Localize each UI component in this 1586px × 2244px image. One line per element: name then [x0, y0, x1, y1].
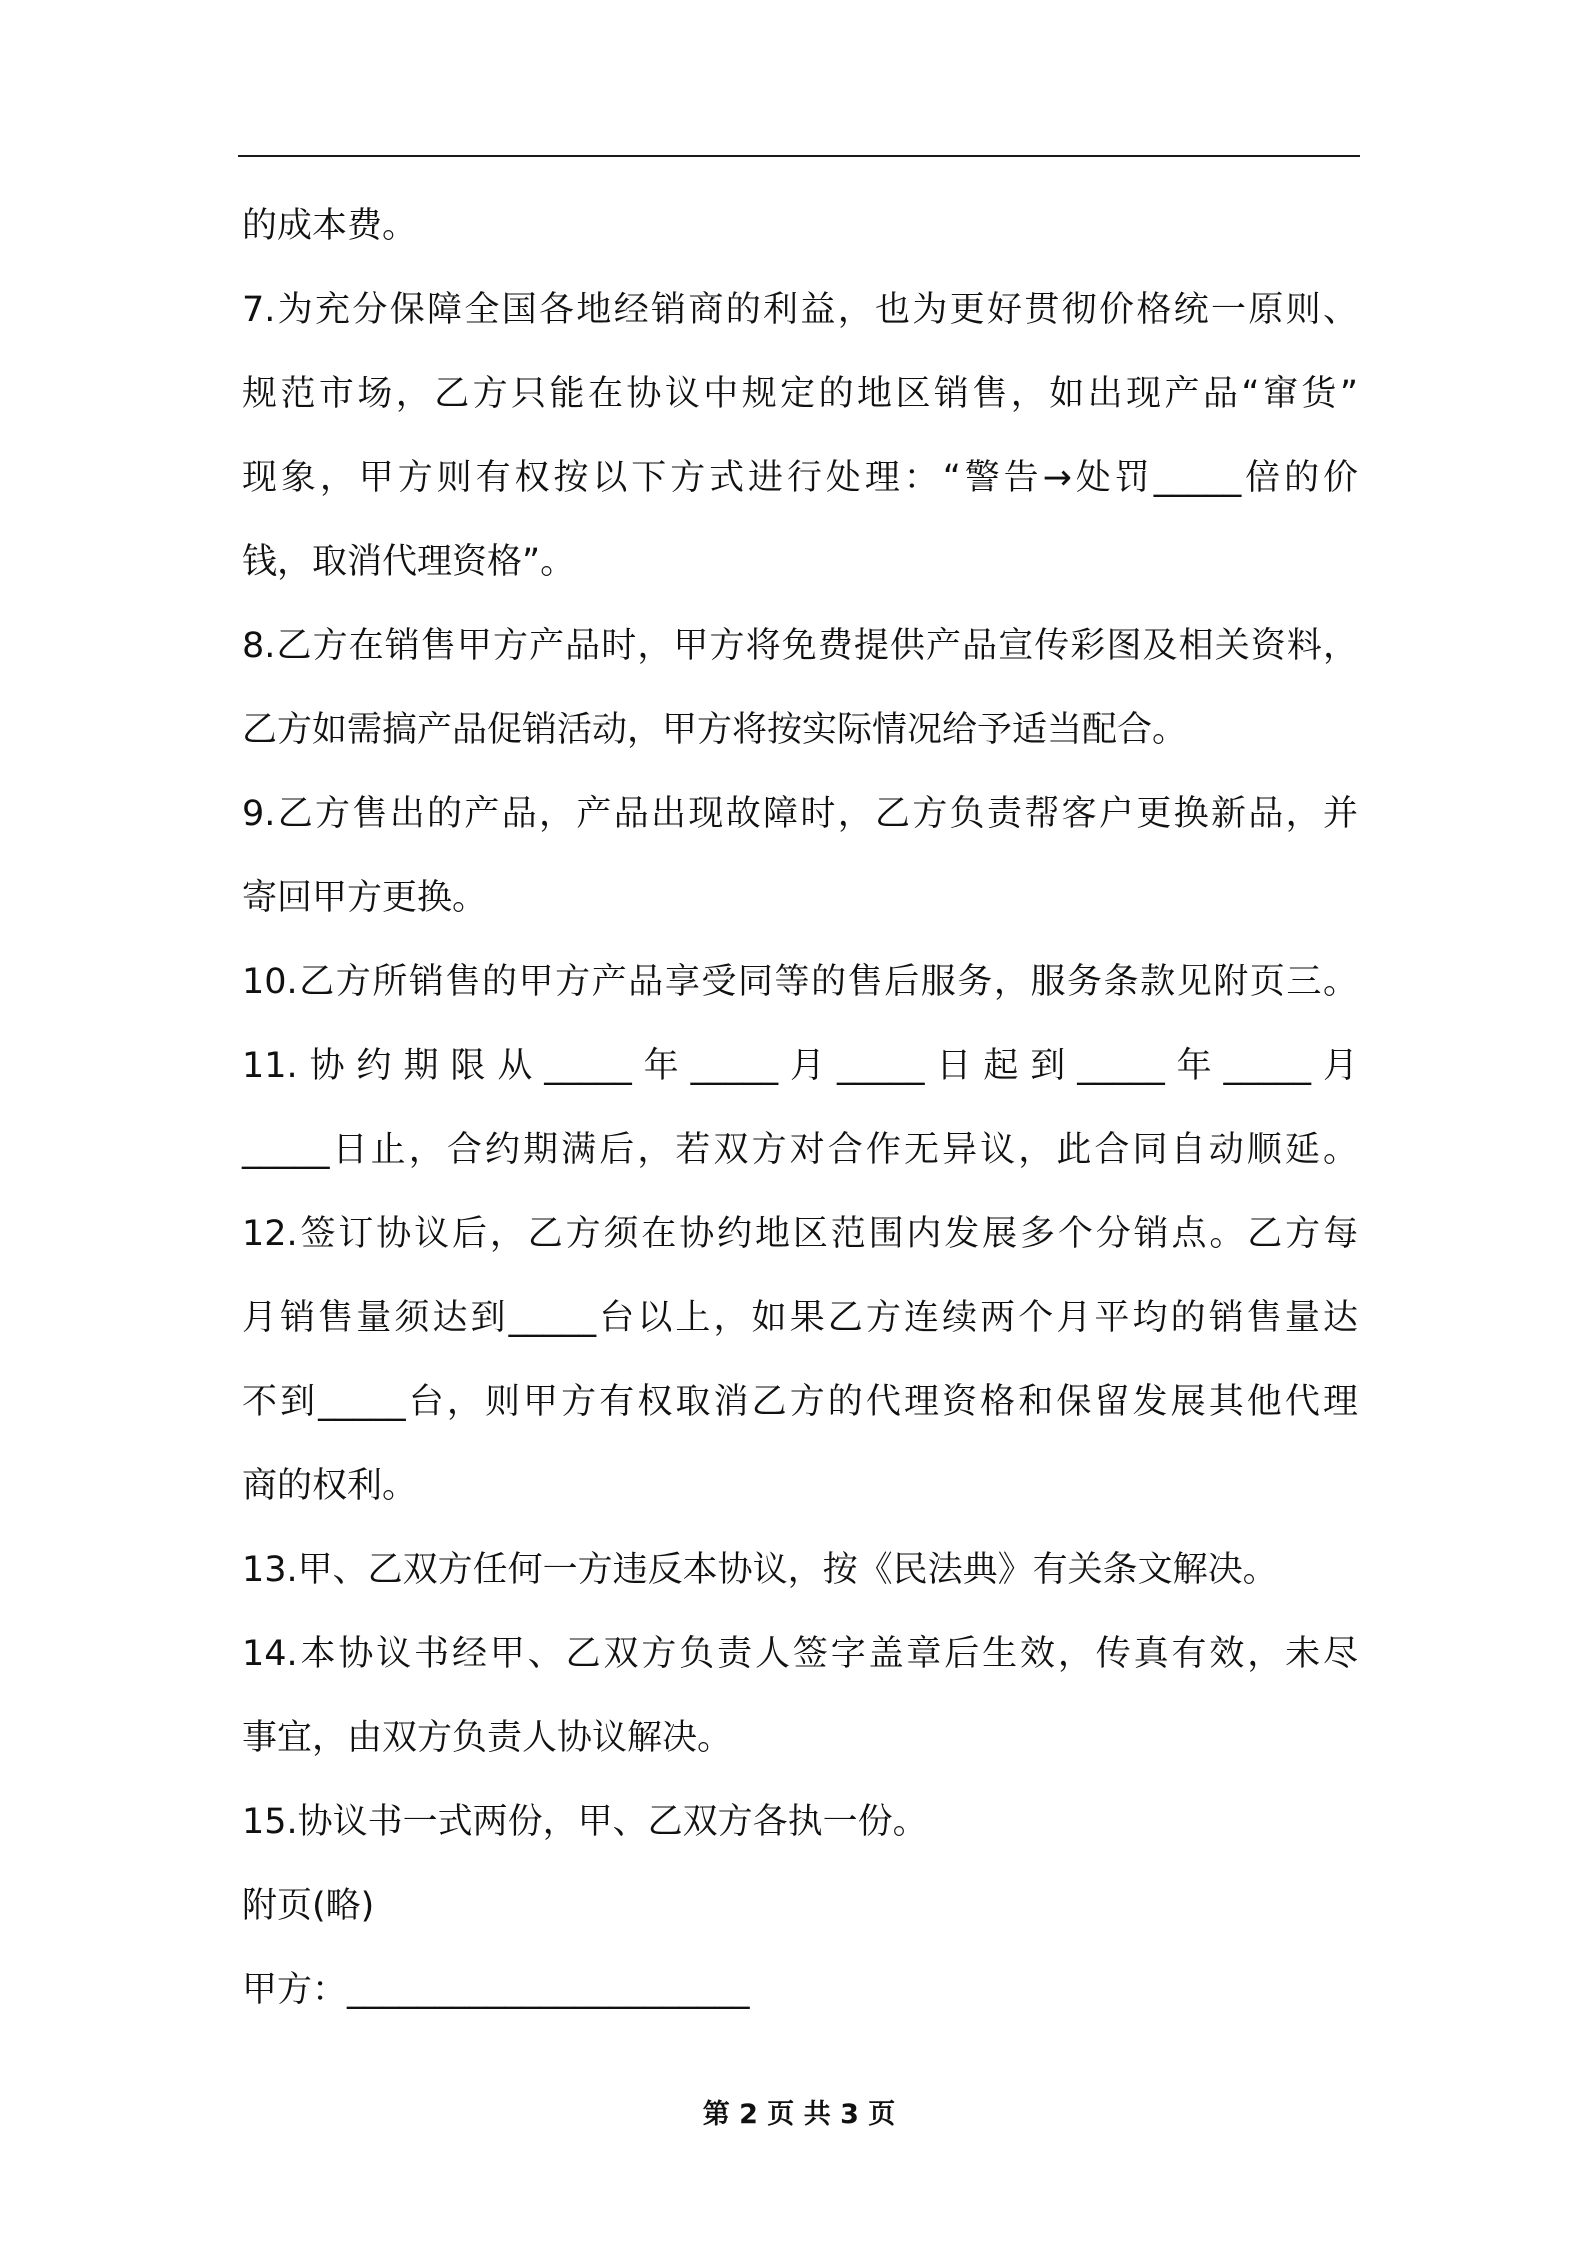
- clause-9: [242, 772, 1358, 940]
- clause-11: [242, 1024, 1358, 1192]
- clause-10-line-1: 10.乙方所销售的甲方产品享受同等的售后服务，服务条款见附页三。: [242, 962, 1358, 1002]
- document-body: [242, 184, 1358, 2032]
- clause-14: [242, 1612, 1358, 1780]
- clause-12-line-4: 商的权利。: [242, 1466, 418, 1506]
- clause-7-line-1: 7.为充分保障全国各地经销商的利益，也为更好贯彻价格统一原则、: [242, 290, 1358, 330]
- clause-10: [242, 940, 1358, 1024]
- clause-14-line-2: 事宜，由双方负责人协议解决。: [242, 1718, 733, 1758]
- clause-13-line-1: 13.甲、乙双方任何一方违反本协议，按《民法典》有关条文解决。: [242, 1550, 1278, 1590]
- clause-8: [242, 604, 1358, 772]
- clause-8-line-2: 乙方如需搞产品促销活动，甲方将按实际情况给予适当配合。: [242, 710, 1188, 750]
- clause-11-line-1: 11.协约期限从_____年_____月_____日起到_____年_____月: [242, 1046, 1358, 1086]
- party-a-signature-line: 甲方：_______________________: [242, 1970, 750, 2010]
- clause-8-line-1: 8.乙方在销售甲方产品时，甲方将免费提供产品宣传彩图及相关资料，: [242, 626, 1358, 666]
- clause-14-line-1: 14.本协议书经甲、乙双方负责人签字盖章后生效，传真有效，未尽: [242, 1634, 1358, 1674]
- clause-7-line-3: 现象，甲方则有权按以下方式进行处理：“警告→处罚_____倍的价: [242, 458, 1358, 498]
- clause-7: [242, 268, 1358, 604]
- carryover-line: 的成本费。: [242, 206, 418, 246]
- header-rule: [238, 155, 1360, 157]
- attachment-note: 附页(略): [242, 1886, 375, 1926]
- clause-15: [242, 1780, 1358, 1864]
- clause-12: [242, 1192, 1358, 1528]
- clause-12-line-2: 月销售量须达到_____台以上，如果乙方连续两个月平均的销售量达: [242, 1298, 1358, 1338]
- clause-7-line-2: 规范市场，乙方只能在协议中规定的地区销售，如出现产品“窜货”: [242, 374, 1358, 414]
- clause-13: [242, 1528, 1358, 1612]
- clause-7-line-4: 钱，取消代理资格”。: [242, 542, 576, 582]
- clause-12-line-1: 12.签订协议后，乙方须在协约地区范围内发展多个分销点。乙方每: [242, 1214, 1358, 1254]
- clause-12-line-3: 不到_____台，则甲方有权取消乙方的代理资格和保留发展其他代理: [242, 1382, 1358, 1422]
- page-indicator: 第 2 页 共 3 页: [702, 2099, 896, 2130]
- clause-9-line-2: 寄回甲方更换。: [242, 878, 488, 918]
- clause-11-line-2: _____日止，合约期满后，若双方对合作无异议，此合同自动顺延。: [242, 1130, 1358, 1170]
- clause-9-line-1: 9.乙方售出的产品，产品出现故障时，乙方负责帮客户更换新品，并: [242, 794, 1358, 834]
- clause-15-line-1: 15.协议书一式两份，甲、乙双方各执一份。: [242, 1802, 928, 1842]
